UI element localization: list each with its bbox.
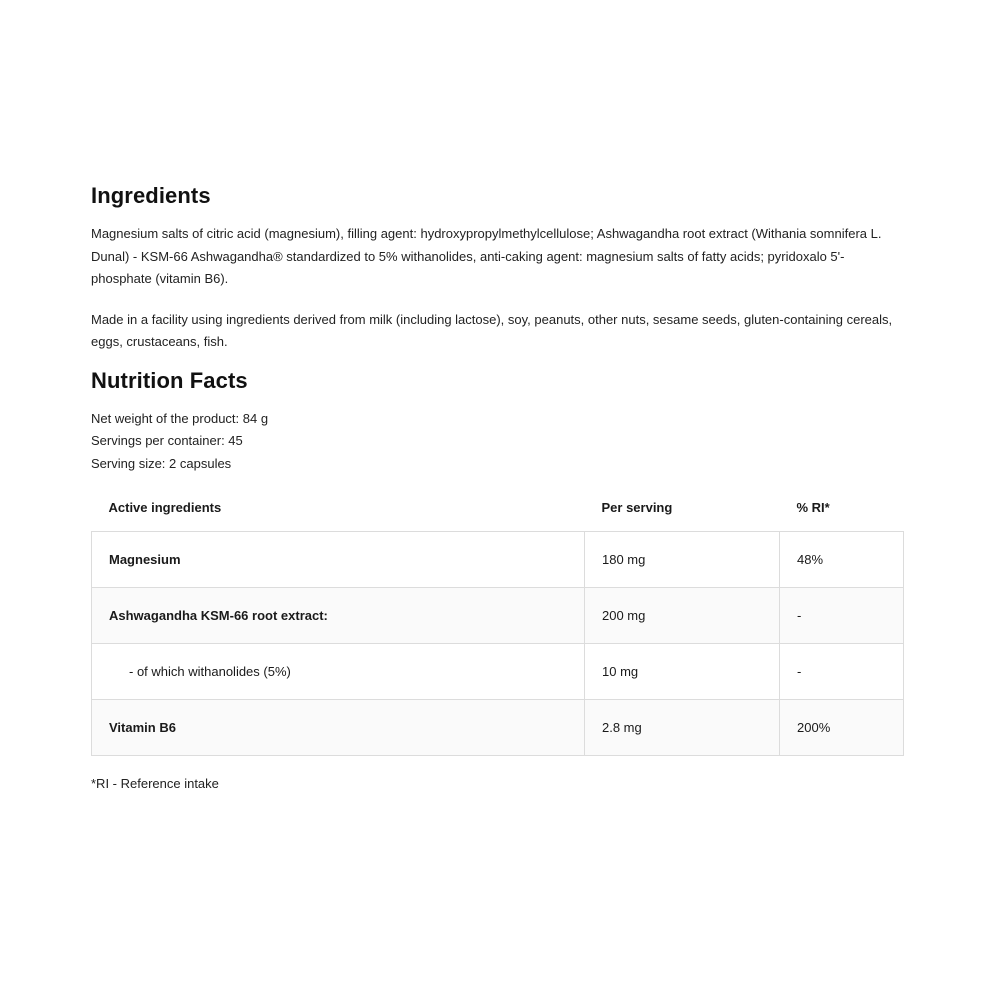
ingredient-name: Ashwagandha KSM-66 root extract: bbox=[92, 588, 585, 644]
header-per-serving: Per serving bbox=[585, 483, 780, 532]
nutrition-table bbox=[91, 483, 904, 756]
per-serving-value: 2.8 mg bbox=[585, 700, 780, 756]
servings-per-container: Servings per container: 45 bbox=[91, 433, 243, 448]
table-row bbox=[92, 700, 904, 756]
ingredient-name: - of which withanolides (5%) bbox=[92, 644, 585, 700]
table-row bbox=[92, 644, 904, 700]
table-row bbox=[92, 588, 904, 644]
ri-footnote: *RI - Reference intake bbox=[91, 776, 219, 791]
ri-value: - bbox=[780, 588, 904, 644]
ingredient-name: Vitamin B6 bbox=[92, 700, 585, 756]
table-header-row bbox=[92, 483, 904, 532]
ingredients-section bbox=[91, 183, 904, 354]
per-serving-value: 200 mg bbox=[585, 588, 780, 644]
serving-size: Serving size: 2 capsules bbox=[91, 455, 232, 471]
header-ri: % RI* bbox=[780, 483, 904, 532]
ri-value: 48% bbox=[780, 532, 904, 588]
per-serving-value: 10 mg bbox=[585, 644, 780, 700]
header-active-ingredients: Active ingredients bbox=[92, 483, 585, 532]
net-weight: Net weight of the product: 84 g bbox=[91, 410, 269, 426]
ri-value: 200% bbox=[780, 700, 904, 756]
ri-value: - bbox=[780, 644, 904, 700]
ingredient-name: Magnesium bbox=[92, 532, 585, 588]
ingredients-heading: Ingredients bbox=[91, 183, 211, 208]
product-info bbox=[91, 183, 904, 791]
nutrition-heading: Nutrition Facts bbox=[91, 367, 248, 393]
table-row bbox=[92, 532, 904, 588]
nutrition-section bbox=[91, 368, 904, 792]
allergen-notice: Made in a facility using ingredients derived from milk (including lactose), soy, peanuts, other nuts, sesame seeds, gluten-containing cereals, eggs, crustaceans, fish. bbox=[91, 311, 893, 349]
ingredients-list: Magnesium salts of citric acid (magnesium), filling agent: hydroxypropylmethylcellulose; Ashwagandha root extract (Withania somnifera L. Dunal) - KSM-66 Ashwagandha® standardized to 5% withanolides, anti-caking agent: magnesium salts of fatty acids; pyridoxalo 5'-phosphate (vitamin B6). bbox=[91, 226, 882, 286]
per-serving-value: 180 mg bbox=[585, 532, 780, 588]
